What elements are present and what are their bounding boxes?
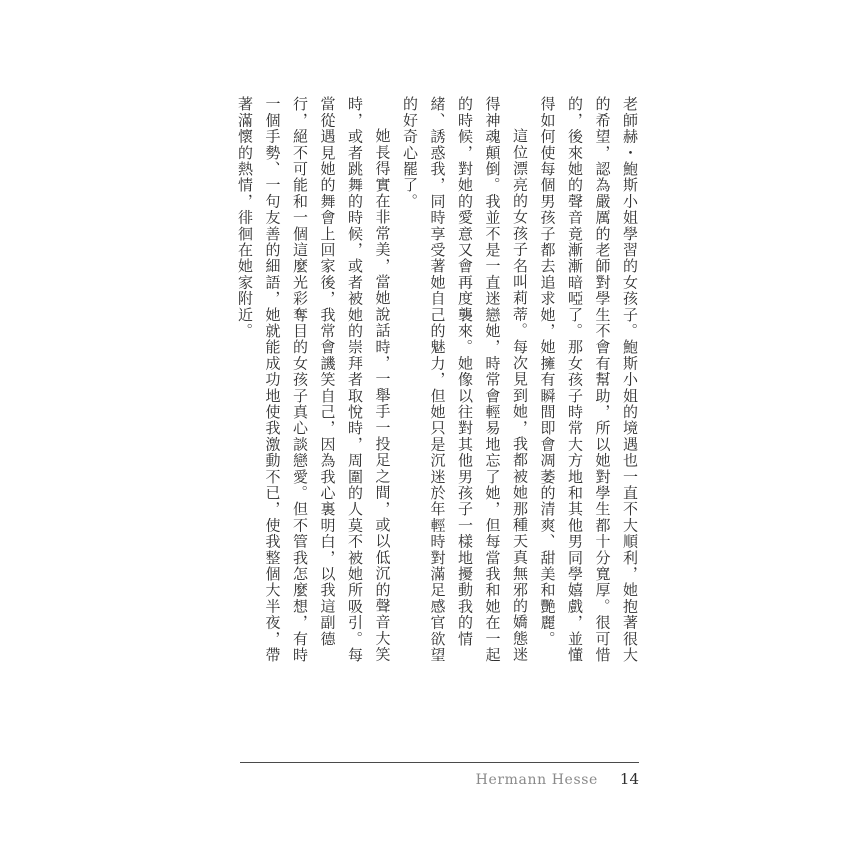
page-footer [240,762,639,788]
author-name: Hermann Hesse [475,772,598,788]
paragraph-3: 她長得實在非常美，當她說話時，一舉手一投足之間，或以低沉的聲音大笑時，或者跳舞的時候，或者被她的崇拜者取悅時，周圍的人莫不被她所吸引。每當從遇見她的舞會上回家後，我常會譏笑自己，因為我心裏明白，以我這副德行，絕不可能和一個這麼光彩奪目的女孩子真心談戀愛。但不管我怎麼想，有時一個手勢、一句友善的細語，她就能成功地使我激動不已，使我整個大半夜，帶著滿懷的熱情，徘徊在她家附近。 [236,96,392,663]
paragraph-2: 這位漂亮的女孩子名叫莉蒂。每次見到她，我都被她那種天真無邪的嬌態迷得神魂顛倒。我並不是一直迷戀她，時常會輕易地忘了她，但每當我和她在一起的時候，對她的愛意又會再度襲來。她像以往對其他男孩子一樣地擾動我的情緒、誘惑我，同時享受著她自己的魅力，但她只是沉迷於年輕時對滿足感官欲望的好奇心罷了。 [401,96,529,663]
page-number: 14 [619,770,639,788]
paragraph-1: 老師赫・鮑斯小姐學習的女孩子。鮑斯小姐的境遇也一直不大順利，她抱著很大的希望，認為嚴厲的老師對學生不會有幫助，所以她對學生都十分寬厚。很可惜的，後來她的聲音竟漸漸暗啞了。那女孩子時常大方地和其他男同學嬉戲，並懂得如何使每個男孩子都去追求她，她擁有瞬間即會凋萎的清爽、甜美和艷麗。 [538,96,639,663]
body-text [229,96,643,668]
